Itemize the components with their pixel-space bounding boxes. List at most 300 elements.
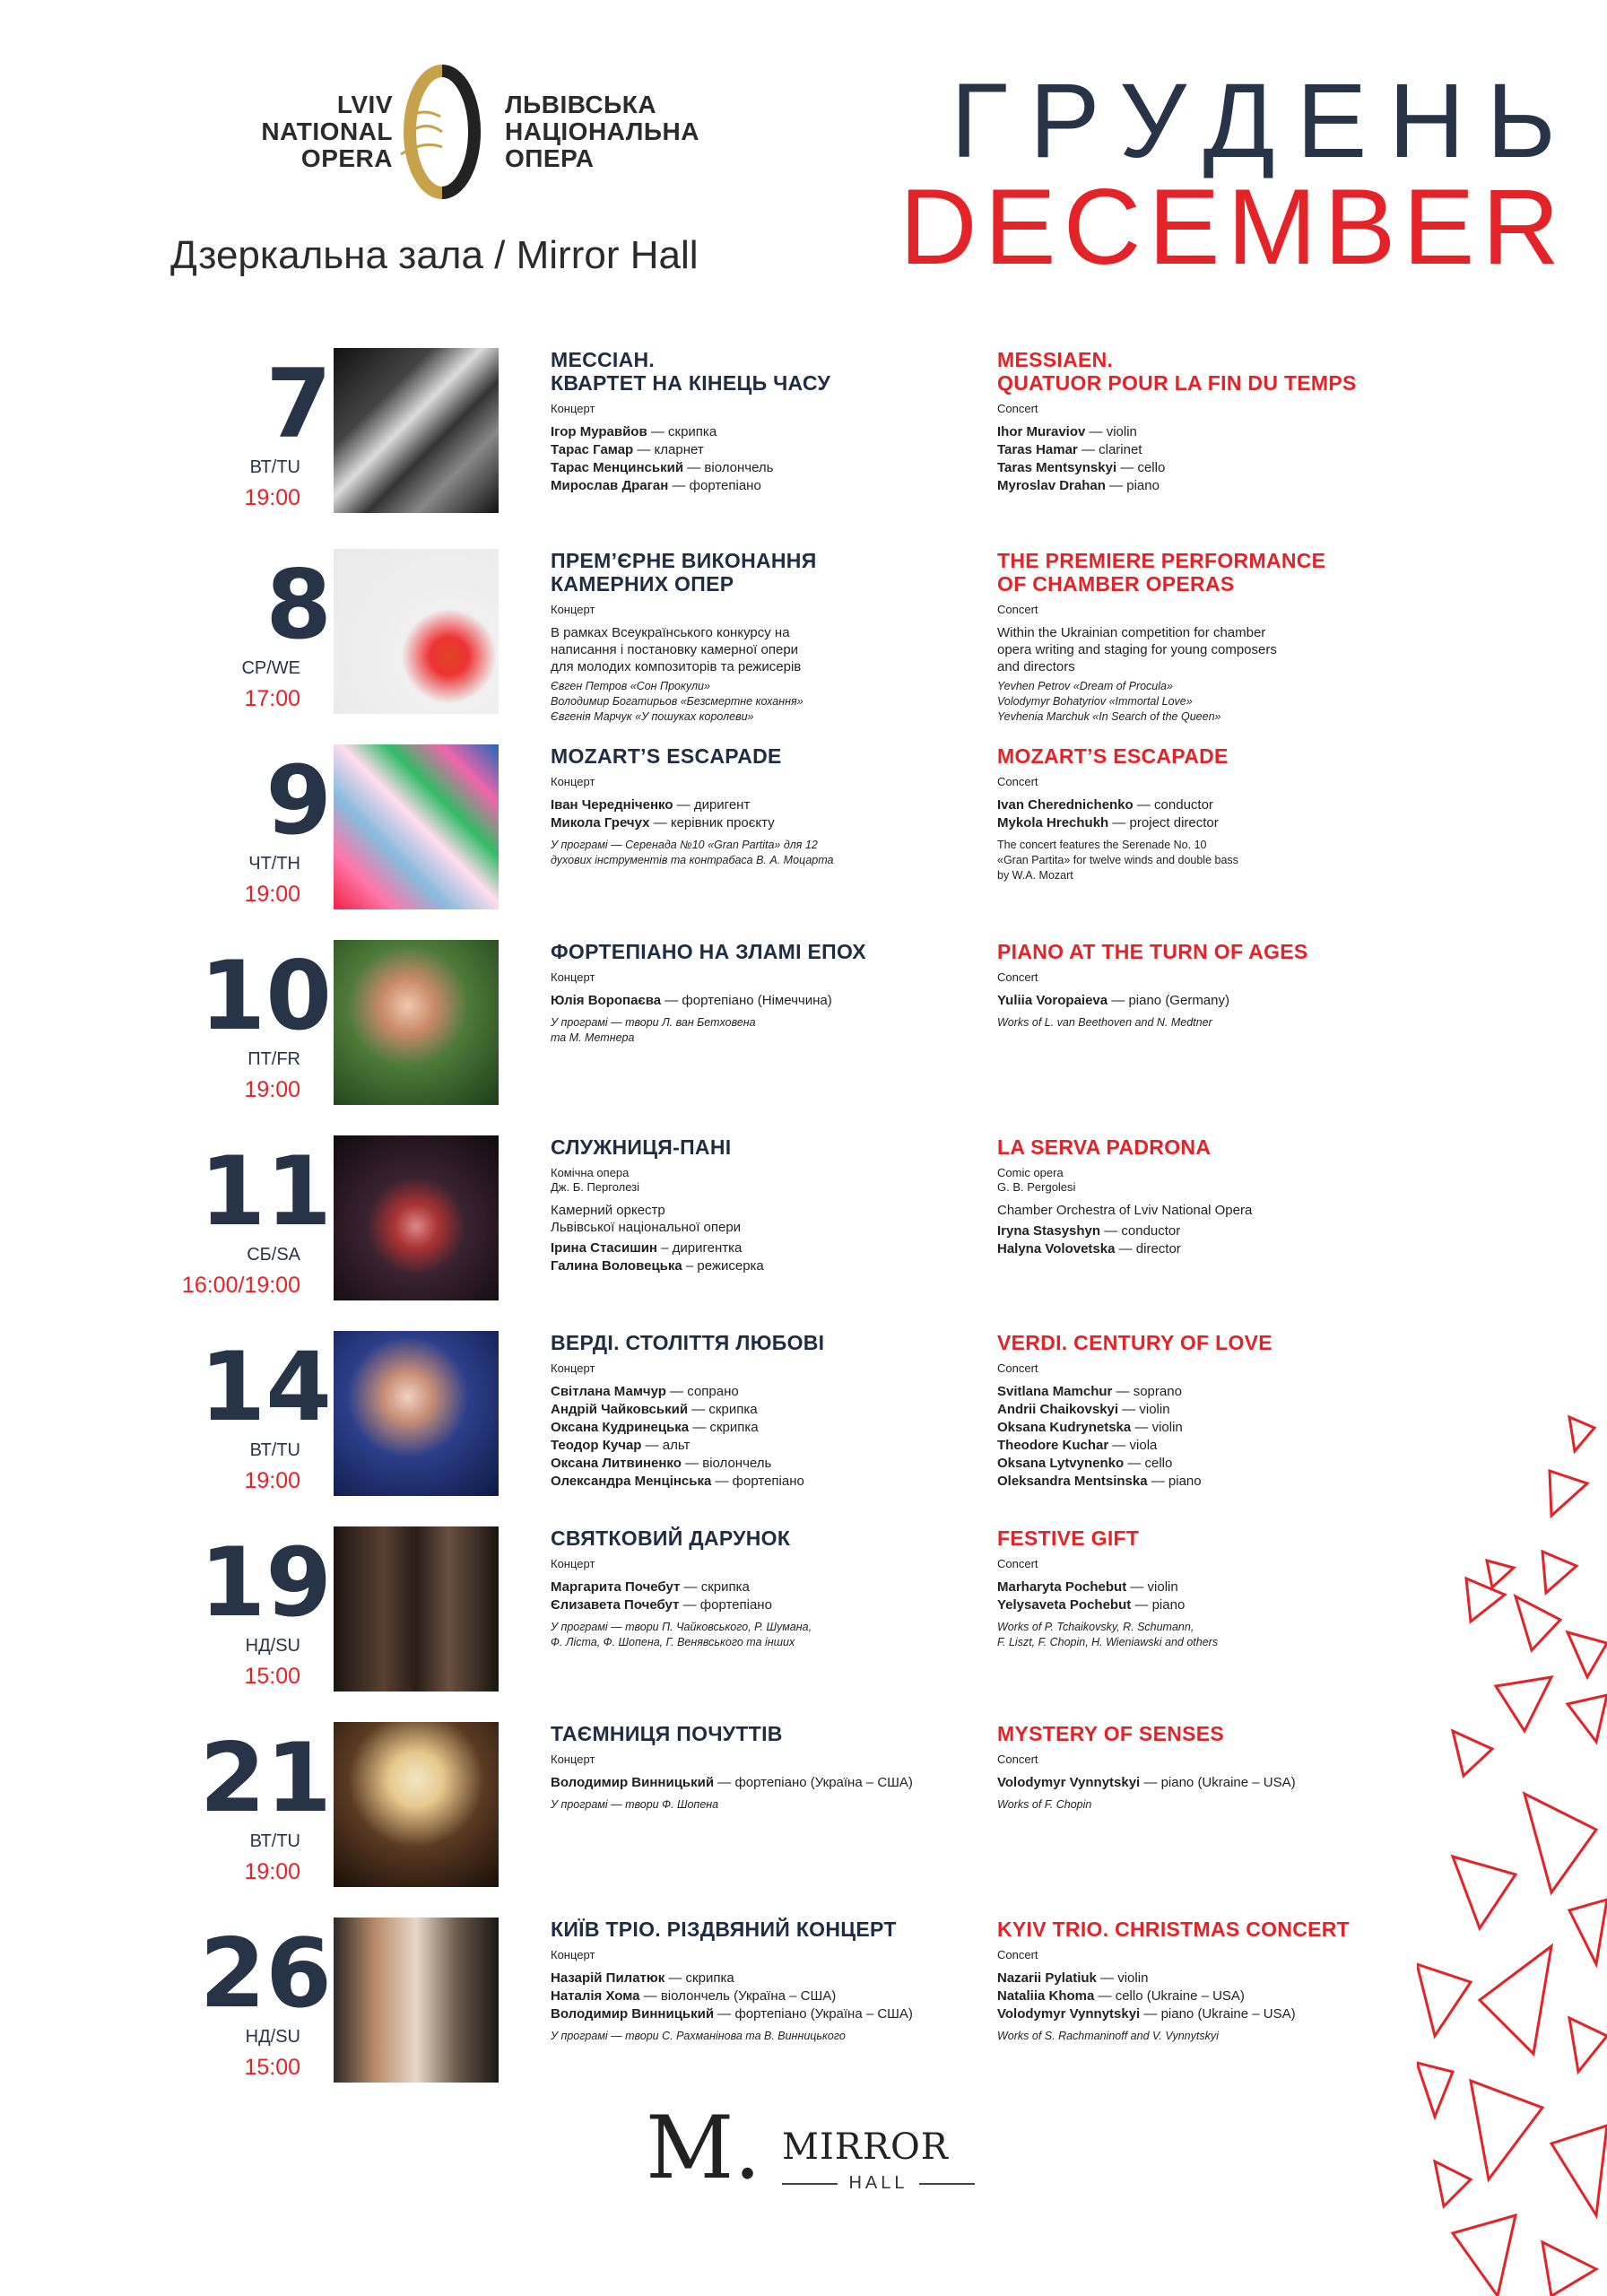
performer-name: Світлана Мамчур: [551, 1384, 666, 1399]
performer-line: [551, 459, 981, 477]
event-kind-line: Concert: [997, 603, 1038, 616]
performer-role: — cello (Ukraine – USA): [1094, 1988, 1245, 2004]
performer-role: — фортепіано: [679, 1597, 772, 1613]
performer-name: Володимир Винницький: [551, 1775, 715, 1790]
performer-name: Андрій Чайковський: [551, 1402, 689, 1417]
performer-line: [997, 1987, 1428, 2005]
performer-name: Halyna Volovetska: [997, 1241, 1116, 1257]
event-title-line: ФОРТЕПІАНО НА ЗЛАМІ ЕПОХ: [551, 940, 866, 963]
performer-role: — project director: [1108, 815, 1219, 831]
performer-role: — violin: [1096, 1970, 1149, 1986]
logo-text-ua: [505, 91, 738, 172]
performer-role: — скрипка: [680, 1579, 750, 1595]
logo-en-line: OPERA: [300, 144, 393, 172]
event-title: [997, 1331, 1428, 1354]
performer-role: — piano (Ukraine – USA): [1140, 1775, 1296, 1790]
mirror-hall-sub: HALL: [782, 2173, 975, 2194]
event-kind: [997, 402, 1428, 416]
event-weekday: НД/SU: [245, 2027, 300, 2047]
performer-name: Ivan Cherednichenko: [997, 797, 1134, 813]
performer-role: — cello: [1116, 460, 1166, 475]
performer-name: Ihor Muraviov: [997, 424, 1086, 439]
event-title-line: PIANO AT THE TURN OF AGES: [997, 940, 1308, 963]
event-work-line: Володимир Богатирьов «Безсмертне кохання»: [551, 695, 804, 708]
event-day: 21: [199, 1723, 332, 1833]
event-work-line: Yevhen Petrov «Dream of Procula»: [997, 680, 1173, 692]
performer-name: Iryna Stasyshyn: [997, 1223, 1101, 1239]
event-row: [0, 940, 1607, 1119]
event-title-line: MOZART’S ESCAPADE: [997, 744, 1229, 768]
performer-name: Nataliia Khoma: [997, 1988, 1095, 2004]
event-works: [997, 679, 1428, 725]
program-note: [997, 1797, 1428, 1813]
performer-name: Оксана Литвиненко: [551, 1456, 682, 1471]
program-note-line: У програмі — твори Л. ван Бетховена: [551, 1016, 756, 1029]
event-title: [551, 1722, 981, 1745]
event-kind: [551, 775, 981, 789]
event-weekday: ЧТ/TH: [248, 854, 300, 874]
performer-line: [997, 1774, 1428, 1792]
event-title: [997, 1135, 1428, 1159]
event-details-ua: [551, 1722, 981, 1813]
program-note: [551, 1797, 981, 1813]
event-description-line: Львівської національної опери: [551, 1220, 742, 1235]
performer-name: Микола Гречух: [551, 815, 650, 831]
event-title-line: ПРЕМ’ЄРНЕ ВИКОНАННЯ: [551, 549, 817, 572]
performer-line: [997, 1970, 1428, 1987]
event-title-line: КИЇВ ТРІО. РІЗДВЯНИЙ КОНЦЕРТ: [551, 1918, 897, 1941]
performer-name: Oksana Lytvynenko: [997, 1456, 1125, 1471]
performer-line: [551, 1774, 981, 1792]
performer-line: [551, 2005, 981, 2023]
event-details-en: [997, 744, 1428, 883]
performer-name: Mykola Hrechukh: [997, 815, 1109, 831]
opera-zero-emblem-icon: [388, 65, 496, 199]
performer-line: [997, 477, 1428, 495]
performer-name: Олександра Менцінська: [551, 1474, 712, 1489]
event-title: [551, 549, 981, 596]
performer-name: Andrii Chaikovskyi: [997, 1402, 1119, 1417]
event-title: [551, 1526, 981, 1550]
event-photo: [334, 1526, 499, 1692]
event-day: 10: [199, 941, 332, 1051]
performer-line: [997, 1419, 1428, 1437]
event-photo: [334, 348, 499, 513]
event-description-line: opera writing and staging for young composers: [997, 642, 1277, 657]
event-kind-line: Концерт: [551, 1752, 595, 1766]
event-time: 19:00: [244, 1468, 300, 1493]
event-work-line: Євген Петров «Сон Прокули»: [551, 680, 710, 692]
program-note: [551, 1620, 981, 1650]
event-works: [551, 679, 981, 725]
event-title: [551, 940, 981, 963]
logo-ua-line: НАЦІОНАЛЬНА: [505, 117, 699, 145]
event-row: [0, 549, 1607, 728]
performer-line: [997, 796, 1428, 814]
performer-name: Тарас Гамар: [551, 442, 634, 457]
performer-role: — скрипка: [665, 1970, 734, 1986]
event-day: 19: [199, 1527, 332, 1638]
performer-line: [551, 992, 981, 1010]
performer-name: Володимир Винницький: [551, 2006, 715, 2022]
event-description-line: Chamber Orchestra of Lviv National Opera: [997, 1203, 1253, 1218]
event-title: [551, 1918, 981, 1941]
program-note: [551, 1015, 981, 1046]
performer-role: — piano: [1147, 1474, 1202, 1489]
event-kind-line: Concert: [997, 402, 1038, 415]
event-day: 11: [199, 1136, 332, 1247]
event-details-ua: [551, 1135, 981, 1275]
event-row: [0, 1331, 1607, 1510]
performer-line: [997, 1455, 1428, 1473]
performer-role: — фортепіано (Німеччина): [661, 993, 832, 1008]
performer-line: [551, 477, 981, 495]
event-kind-line: Concert: [997, 1948, 1038, 1961]
performer-line: [551, 423, 981, 441]
event-kind: [551, 603, 981, 617]
event-kind: [551, 1361, 981, 1376]
performer-role: — violin: [1126, 1579, 1178, 1595]
performer-name: Taras Hamar: [997, 442, 1078, 457]
performer-role: — violin: [1131, 1420, 1183, 1435]
event-weekday: ПТ/FR: [248, 1049, 300, 1069]
event-photo: [334, 744, 499, 909]
performer-name: Taras Mentsynskyi: [997, 460, 1117, 475]
event-kind: [997, 1752, 1428, 1767]
event-title-line: FESTIVE GIFT: [997, 1526, 1140, 1550]
event-kind-line: Comic opera: [997, 1166, 1064, 1179]
event-details-en: [997, 549, 1428, 725]
event-work-line: Євгенія Марчук «У пошуках королеви»: [551, 710, 754, 723]
event-title-line: LA SERVA PADRONA: [997, 1135, 1212, 1159]
performer-line: [997, 459, 1428, 477]
mirror-hall-logo: [646, 2098, 969, 2202]
event-title-line: КАМЕРНИХ ОПЕР: [551, 572, 734, 596]
program-note-line: The concert features the Serenade No. 10: [997, 839, 1207, 851]
event-description-line: для молодих композиторів та режисерів: [551, 659, 802, 674]
event-details-ua: [551, 744, 981, 868]
performer-role: — скрипка: [688, 1402, 758, 1417]
performer-role: – диригентка: [657, 1240, 743, 1256]
performer-role: — фортепіано (Україна – США): [714, 2006, 913, 2022]
performer-name: Yelysaveta Pochebut: [997, 1597, 1132, 1613]
mirror-hall-mark: M.: [646, 2098, 761, 2198]
event-day: 14: [199, 1332, 332, 1442]
event-weekday: ВТ/TU: [249, 1440, 300, 1460]
performer-name: Галина Воловецька: [551, 1258, 682, 1274]
program-note-line: У програмі — Серенада №10 «Gran Partita» для 12: [551, 839, 818, 851]
event-kind-line: Concert: [997, 1361, 1038, 1375]
event-title: [997, 940, 1428, 963]
performer-line: [551, 1578, 981, 1596]
event-kind-line: Концерт: [551, 603, 595, 616]
event-row: [0, 744, 1607, 924]
event-kind-line: Concert: [997, 970, 1038, 984]
event-description: [997, 1202, 1428, 1219]
event-description: [997, 624, 1428, 675]
event-title-line: СЛУЖНИЦЯ-ПАНІ: [551, 1135, 732, 1159]
performer-name: Наталія Хома: [551, 1988, 640, 2004]
performer-line: [997, 1401, 1428, 1419]
event-kind: [997, 1166, 1428, 1195]
performer-name: Оксана Кудринецька: [551, 1420, 690, 1435]
event-day: 26: [199, 1918, 332, 2029]
event-time: 15:00: [244, 2055, 300, 2080]
event-title: [551, 744, 981, 768]
event-details-en: [997, 348, 1428, 495]
performer-name: Oksana Kudrynetska: [997, 1420, 1132, 1435]
performer-name: Юлія Воропаєва: [551, 993, 662, 1008]
event-time: 15:00: [244, 1664, 300, 1689]
program-note-line: Works of S. Rachmaninoff and V. Vynnytskyi: [997, 2030, 1219, 2042]
performer-role: — conductor: [1133, 797, 1213, 813]
program-note-line: У програмі — твори С. Рахманінова та В. Винницького: [551, 2030, 846, 2042]
event-kind-line: Концерт: [551, 775, 595, 788]
event-title-line: ВЕРДІ. СТОЛІТТЯ ЛЮБОВІ: [551, 1331, 825, 1354]
performer-name: Мирослав Драган: [551, 478, 669, 493]
performer-name: Іван Чередніченко: [551, 797, 673, 813]
event-details-ua: [551, 1331, 981, 1491]
performer-role: — скрипка: [689, 1420, 759, 1435]
performer-name: Ігор Муравйов: [551, 424, 647, 439]
event-weekday: НД/SU: [245, 1636, 300, 1656]
performer-line: [997, 1578, 1428, 1596]
performer-role: — soprano: [1112, 1384, 1182, 1399]
event-details-en: [997, 1135, 1428, 1258]
performer-role: — альт: [641, 1438, 691, 1453]
performer-line: [997, 441, 1428, 459]
program-note: [997, 1015, 1428, 1031]
performer-name: Назарій Пилатюк: [551, 1970, 665, 1986]
program-note-line: духових інструментів та контрабаса В. А. Моцарта: [551, 854, 834, 866]
performer-role: — viola: [1108, 1438, 1158, 1453]
program-note-line: У програмі — твори П. Чайковського, Р. Шумана,: [551, 1621, 812, 1633]
hall-name: Дзеркальна зала / Mirror Hall: [170, 233, 699, 277]
event-time: 19:00: [244, 882, 300, 907]
event-title: [997, 1918, 1428, 1941]
event-work-line: Volodymyr Bohatyriov «Immortal Love»: [997, 695, 1193, 708]
event-title: [997, 549, 1428, 596]
event-kind: [551, 970, 981, 985]
event-details-en: [997, 1722, 1428, 1813]
event-row: [0, 1722, 1607, 1901]
event-details-en: [997, 1331, 1428, 1491]
event-row: [0, 1135, 1607, 1315]
performer-line: [997, 1596, 1428, 1614]
performer-line: [997, 1222, 1428, 1240]
event-details-en: [997, 940, 1428, 1031]
event-title: [997, 348, 1428, 395]
performer-name: Ірина Стасишин: [551, 1240, 657, 1256]
performer-line: [551, 1596, 981, 1614]
program-note-line: та М. Метнера: [551, 1031, 635, 1044]
event-title: [551, 1331, 981, 1354]
performer-role: — фортепіано: [711, 1474, 804, 1489]
event-time: 19:00: [244, 1077, 300, 1102]
performer-role: — piano (Germany): [1108, 993, 1229, 1008]
performer-name: Маргарита Почебут: [551, 1579, 681, 1595]
performer-name: Nazarii Pylatiuk: [997, 1970, 1097, 1986]
performer-name: Volodymyr Vynnytskyi: [997, 1775, 1141, 1790]
performer-name: Yuliia Voropaieva: [997, 993, 1108, 1008]
performer-role: — violin: [1118, 1402, 1170, 1417]
performer-line: [551, 1419, 981, 1437]
performer-role: — віолончель (Україна – США): [639, 1988, 837, 2004]
logo-ua-line: ОПЕРА: [505, 144, 595, 172]
performer-name: Marharyta Pochebut: [997, 1579, 1127, 1595]
event-details-ua: [551, 1526, 981, 1650]
event-title-line: КВАРТЕТ НА КІНЕЦЬ ЧАСУ: [551, 371, 831, 395]
event-title: [551, 1135, 981, 1159]
event-day: 9: [265, 745, 332, 856]
program-note-line: F. Liszt, F. Chopin, H. Wieniawski and others: [997, 1636, 1219, 1648]
performer-line: [997, 1383, 1428, 1401]
performer-line: [997, 992, 1428, 1010]
performer-role: — скрипка: [647, 424, 717, 439]
performer-role: — керівник проєкту: [649, 815, 775, 831]
performer-line: [551, 1383, 981, 1401]
event-title-line: VERDI. CENTURY OF LOVE: [997, 1331, 1273, 1354]
event-title-line: MESSIAEN.: [997, 348, 1114, 371]
logo-en-line: LVIV: [336, 91, 393, 118]
event-row: [0, 1526, 1607, 1706]
event-time: 17:00: [244, 686, 300, 711]
event-title-line: QUATUOR POUR LA FIN DU TEMPS: [997, 371, 1357, 395]
event-kind-line: Комічна опера: [551, 1166, 630, 1179]
logo-text-en: [258, 91, 393, 172]
performer-name: Oleksandra Mentsinska: [997, 1474, 1148, 1489]
program-note: [997, 2029, 1428, 2044]
event-kind-line: Concert: [997, 1557, 1038, 1570]
event-kind: [997, 603, 1428, 617]
performer-role: — conductor: [1100, 1223, 1181, 1239]
event-kind-line: Концерт: [551, 1948, 595, 1961]
event-time: 19:00: [244, 485, 300, 510]
performer-name: Тарас Менцинський: [551, 460, 684, 475]
event-kind-line: Концерт: [551, 970, 595, 984]
event-kind: [997, 1557, 1428, 1571]
event-photo: [334, 1918, 499, 2083]
event-time: 19:00: [244, 1859, 300, 1884]
event-title-line: СВЯТКОВИЙ ДАРУНОК: [551, 1526, 791, 1550]
program-note: [997, 1620, 1428, 1650]
event-kind-line: Concert: [997, 1752, 1038, 1766]
performer-role: — piano: [1131, 1597, 1186, 1613]
performer-line: [551, 1239, 981, 1257]
event-kind-line: Concert: [997, 775, 1038, 788]
performer-line: [551, 796, 981, 814]
event-title-line: MYSTERY OF SENSES: [997, 1722, 1225, 1745]
event-description-line: Камерний оркестр: [551, 1203, 665, 1218]
performer-role: — віолончель: [683, 460, 774, 475]
event-details-en: [997, 1526, 1428, 1650]
performer-line: [551, 814, 981, 832]
event-details-ua: [551, 1918, 981, 2044]
program-note-line: Works of P. Tchaikovsky, R. Schumann,: [997, 1621, 1194, 1633]
event-time: 16:00/19:00: [181, 1273, 300, 1298]
event-kind-line: Концерт: [551, 1361, 595, 1375]
event-kind: [551, 1557, 981, 1571]
performer-line: [997, 1473, 1428, 1491]
performer-line: [551, 1987, 981, 2005]
performer-name: Теодор Кучар: [551, 1438, 642, 1453]
event-photo: [334, 1331, 499, 1496]
event-kind: [997, 775, 1428, 789]
mirror-hall-word: MIRROR: [782, 2126, 949, 2168]
event-description-line: and directors: [997, 659, 1075, 674]
event-kind: [997, 970, 1428, 985]
event-kind: [551, 402, 981, 416]
performer-line: [551, 1970, 981, 1987]
event-kind: [551, 1948, 981, 1962]
program-note-line: Works of L. van Beethoven and N. Medtner: [997, 1016, 1212, 1029]
event-description-line: написання і постановку камерної опери: [551, 642, 799, 657]
performer-line: [997, 1240, 1428, 1258]
performer-name: Theodore Kuchar: [997, 1438, 1109, 1453]
performer-role: – режисерка: [682, 1258, 764, 1274]
performer-line: [551, 1257, 981, 1275]
performer-line: [997, 2005, 1428, 2023]
performer-line: [997, 1437, 1428, 1455]
event-kind: [551, 1166, 981, 1195]
event-kind: [997, 1361, 1428, 1376]
event-title-line: KYIV TRIO. CHRISTMAS CONCERT: [997, 1918, 1351, 1941]
performer-role: — сопрано: [665, 1384, 739, 1399]
program-note-line: Works of F. Chopin: [997, 1798, 1092, 1811]
event-row: [0, 348, 1607, 527]
event-work-line: Yevhenia Marchuk «In Search of the Queen»: [997, 710, 1221, 723]
event-title: [551, 348, 981, 395]
event-title: [997, 744, 1428, 768]
program-note-line: У програмі — твори Ф. Шопена: [551, 1798, 719, 1811]
event-day: 8: [265, 550, 332, 660]
logo-ua-line: ЛЬВІВСЬКА: [505, 91, 657, 118]
performer-role: — piano: [1105, 478, 1160, 493]
month-title-ua: ГРУДЕНЬ: [951, 62, 1577, 180]
event-row: [0, 1918, 1607, 2097]
event-composer: Дж. Б. Перголезі: [551, 1180, 640, 1194]
event-title-line: МЕССІАН.: [551, 348, 656, 371]
event-weekday: ВТ/TU: [249, 457, 300, 477]
event-photo: [334, 940, 499, 1105]
event-photo: [334, 549, 499, 714]
program-note: [551, 838, 981, 868]
program-note-line: by W.A. Mozart: [997, 869, 1073, 882]
performer-role: — cello: [1124, 1456, 1173, 1471]
performer-role: — кларнет: [633, 442, 704, 457]
logo-en-line: NATIONAL: [261, 117, 393, 145]
performer-line: [551, 1473, 981, 1491]
event-kind: [997, 1948, 1428, 1962]
event-description: [551, 1202, 981, 1236]
event-kind-line: Концерт: [551, 402, 595, 415]
event-details-ua: [551, 549, 981, 725]
event-title-line: MOZART’S ESCAPADE: [551, 744, 782, 768]
event-title-line: ТАЄМНИЦЯ ПОЧУТТІВ: [551, 1722, 783, 1745]
performer-role: — piano (Ukraine – USA): [1140, 2006, 1296, 2022]
performer-role: — віолончель: [681, 1456, 772, 1471]
event-photo: [334, 1135, 499, 1300]
performer-name: Єлизавета Почебут: [551, 1597, 680, 1613]
performer-role: — violin: [1085, 424, 1137, 439]
event-description: [551, 624, 981, 675]
event-title: [997, 1722, 1428, 1745]
event-weekday: ВТ/TU: [249, 1831, 300, 1851]
performer-role: — фортепіано (Україна – США): [714, 1775, 913, 1790]
event-description-line: В рамках Всеукраїнського конкурсу на: [551, 625, 790, 640]
decorative-triangles: [1417, 1408, 1607, 2296]
performer-role: — clarinet: [1077, 442, 1142, 457]
